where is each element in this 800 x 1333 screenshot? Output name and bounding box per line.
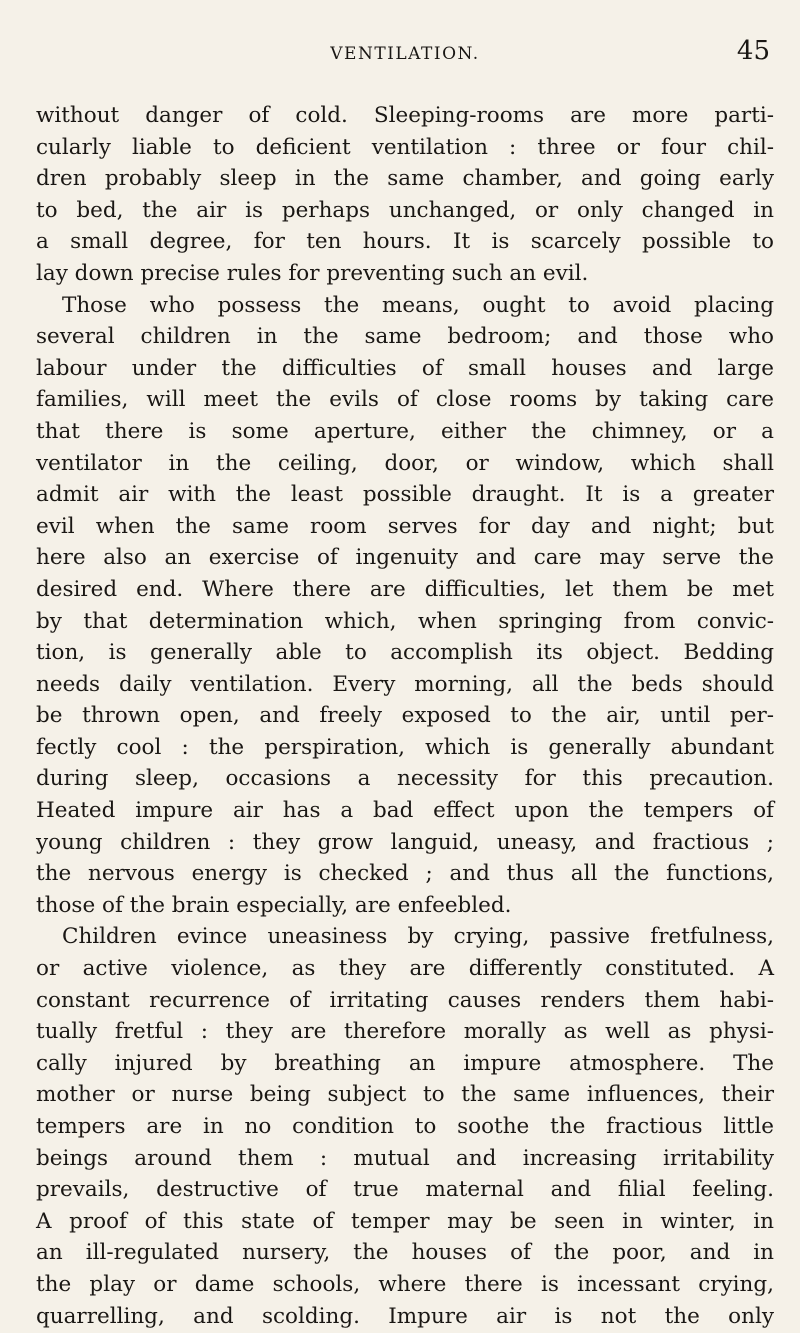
- text-line: prevails, destructive of true maternal and filial feeling.: [36, 1177, 774, 1203]
- text-line: beings around them : mutual and increasing irritability: [36, 1145, 774, 1171]
- text-line: admit air with the least possible draught. It is a greater: [36, 482, 774, 508]
- paragraph-start-line: Children evince uneasiness by crying, passive fretfulness,: [62, 924, 774, 950]
- text-line: without danger of cold. Sleeping-rooms are more parti-: [36, 103, 774, 128]
- text-line: be thrown open, and freely exposed to the air, until per-: [36, 703, 774, 729]
- text-line: evil when the same room serves for day and night; but: [36, 513, 774, 539]
- text-line: that there is some aperture, either the chimney, or a: [36, 418, 774, 444]
- paragraph-start-line: Those who possess the means, ought to avoid placing: [62, 292, 774, 318]
- running-title: VENTILATION.: [330, 44, 480, 64]
- text-line: quarrelling, and scolding. Impure air is not the only: [36, 1303, 774, 1329]
- page-number: 45: [736, 36, 770, 66]
- running-head: [36, 30, 774, 70]
- text-line: to bed, the air is perhaps unchanged, or only changed in: [36, 197, 774, 223]
- text-line: a small degree, for ten hours. It is scarcely possible to: [36, 229, 774, 255]
- text-line: ventilator in the ceiling, door, or window, which shall: [36, 450, 774, 476]
- text-line: the nervous energy is checked ; and thus all the functions,: [36, 861, 774, 887]
- text-line: needs daily ventilation. Every morning, all the beds should: [36, 671, 774, 697]
- body-text: [36, 100, 774, 1332]
- text-line: constant recurrence of irritating causes renders them habi-: [36, 987, 774, 1013]
- text-line: the play or dame schools, where there is incessant crying,: [36, 1271, 774, 1297]
- text-line: here also an exercise of ingenuity and care may serve the: [36, 545, 774, 571]
- text-line: tion, is generally able to accomplish its object. Bedding: [36, 640, 774, 666]
- text-line: families, will meet the evils of close rooms by taking care: [36, 387, 774, 413]
- text-line: cularly liable to deficient ventilation : three or four chil-: [36, 134, 774, 160]
- text-line: those of the brain especially, are enfeebled.: [36, 892, 512, 918]
- text-line: tually fretful : they are therefore morally as well as physi-: [36, 1019, 774, 1045]
- text-line: fectly cool : the perspiration, which is generally abundant: [36, 734, 774, 760]
- text-line: or active violence, as they are differently constituted. A: [36, 956, 774, 982]
- text-line: by that determination which, when springing from convic-: [36, 608, 774, 634]
- text-line: during sleep, occasions a necessity for this precaution.: [36, 766, 774, 792]
- text-line: labour under the difficulties of small houses and large: [36, 355, 774, 381]
- text-line: lay down precise rules for preventing such an evil.: [36, 260, 589, 286]
- text-line: young children : they grow languid, uneasy, and fractious ;: [36, 829, 774, 855]
- text-line: several children in the same bedroom; and those who: [36, 324, 774, 350]
- text-line: A proof of this state of temper may be seen in winter, in: [36, 1208, 774, 1234]
- text-line: tempers are in no condition to soothe the fractious little: [36, 1114, 774, 1139]
- text-line: cally injured by breathing an impure atmosphere. The: [36, 1050, 774, 1076]
- text-line: Heated impure air has a bad effect upon the tempers of: [36, 798, 774, 824]
- text-line: desired end. Where there are difficulties, let them be met: [36, 576, 774, 602]
- text-line: dren probably sleep in the same chamber, and going early: [36, 166, 774, 192]
- text-line: an ill-regulated nursery, the houses of the poor, and in: [36, 1240, 774, 1266]
- text-line: mother or nurse being subject to the same influences, their: [36, 1082, 774, 1108]
